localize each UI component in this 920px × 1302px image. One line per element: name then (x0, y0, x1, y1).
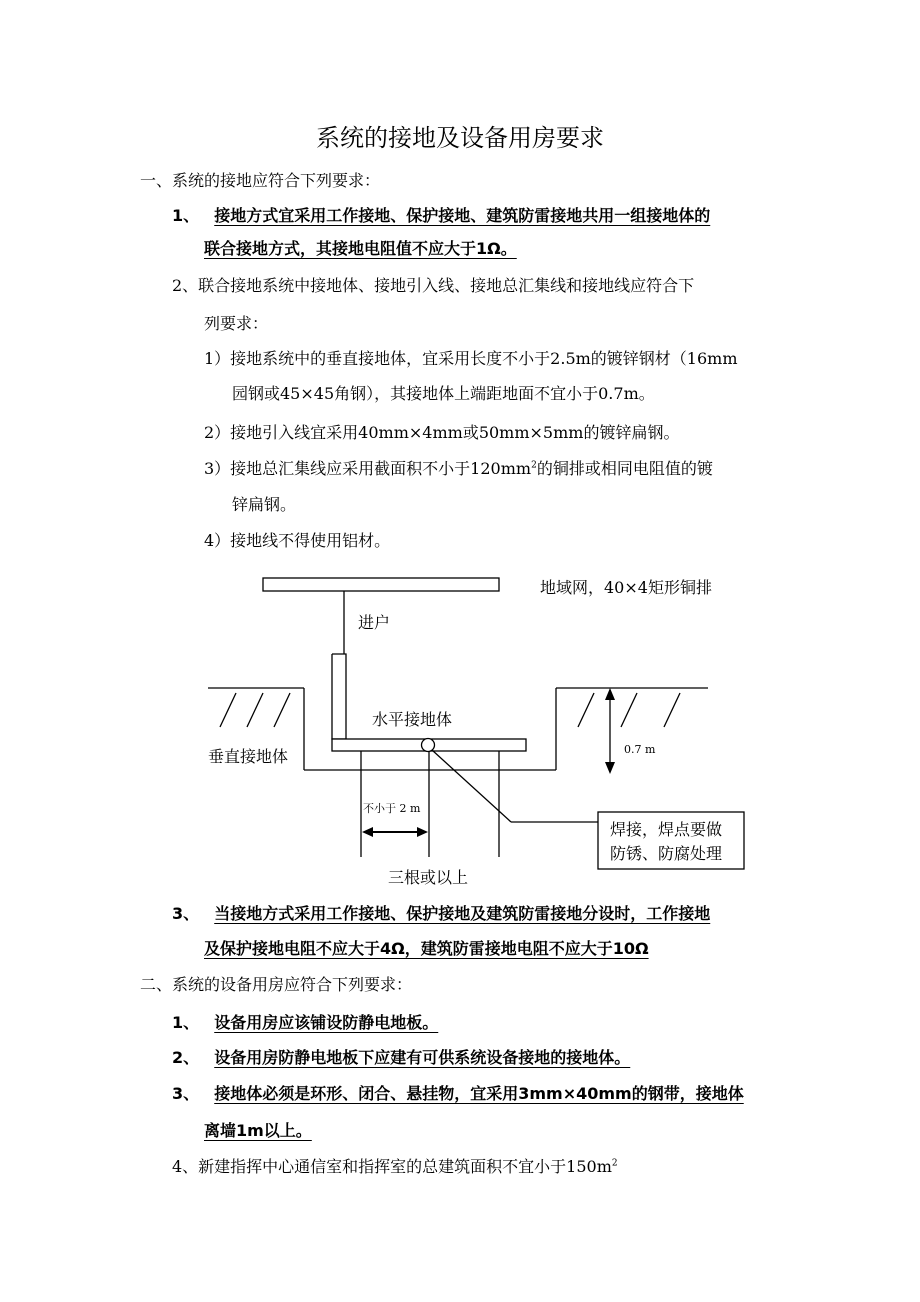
s1-item3-line2: 及保护接地电阻不应大于4Ω，建筑防雷接地电阻不应大于10Ω (204, 939, 649, 958)
s1-sub3-text-a: 3）接地总汇集线应采用截面积不小于120mm (204, 459, 532, 478)
label-vertical: 垂直接地体 (208, 747, 289, 766)
entry-riser (332, 654, 346, 739)
s1-sub1-line2: 园钢或45×45角钢），其接地体上端距地面不宜小于0.7m。 (232, 384, 655, 403)
page-title: 系统的接地及设备用房要求 (316, 124, 604, 152)
s1-item3-num: 3、 (172, 904, 200, 923)
label-count: 三根或以上 (388, 868, 469, 887)
grounding-diagram (0, 560, 920, 900)
s1-item2-line1: 2、联合接地系统中接地体、接地引入线、接地总汇集线和接地线应符合下 (172, 276, 695, 295)
label-grid: 地域网，40×4矩形铜排 (540, 578, 712, 597)
hatch (664, 693, 680, 727)
s1-item1-text1: 接地方式宜采用工作接地、保护接地、建筑防雷接地共用一组接地体的 (214, 206, 711, 225)
s2-item2-text: 设备用房防静电地板下应建有可供系统设备接地的接地体。 (214, 1048, 631, 1067)
label-horizontal: 水平接地体 (372, 710, 453, 729)
s1-sub2: 2）接地引入线宜采用40mm×4mm或50mm×5mm的镀锌扁钢。 (204, 423, 680, 442)
s2-item1-num: 1、 (172, 1013, 200, 1032)
s1-item1-num: 1、 (172, 206, 200, 225)
section1-heading: 一、系统的接地应符合下列要求： (140, 171, 381, 190)
hatch (220, 693, 236, 727)
hatch (621, 693, 637, 727)
s2-item2-num: 2、 (172, 1048, 200, 1067)
s2-item2 (172, 1047, 630, 1069)
spacing-arrow-head-right (417, 827, 428, 837)
s2-item3-num: 3、 (172, 1084, 200, 1103)
s1-sub4: 4）接地线不得使用铝材。 (204, 531, 391, 550)
s1-sub3-text-b: 的铜排或相同电阻值的镀 (536, 459, 713, 478)
label-depth: 0.7 m (624, 743, 656, 756)
hatch (247, 693, 263, 727)
s2-item3-text1: 接地体必须是环形、闭合、悬挂物，宜采用3mm×40mm的钢带，接地体 (214, 1084, 744, 1103)
s2-item4-text: 4、新建指挥中心通信室和指挥室的总建筑面积不宜小于150m (172, 1157, 612, 1176)
s1-item2-line2: 列要求： (204, 314, 269, 333)
depth-arrow-head-up (605, 688, 615, 700)
s1-item1-line1 (172, 205, 710, 227)
s1-item3-text1: 当接地方式采用工作接地、保护接地及建筑防雷接地分设时，工作接地 (214, 904, 711, 923)
section2-heading: 二、系统的设备用房应符合下列要求： (140, 975, 413, 994)
s1-sub3-sup: 2 (531, 460, 537, 471)
s2-item4 (172, 1156, 618, 1178)
depth-arrow-head-down (605, 762, 615, 774)
s1-item1-line2: 联合接地方式，其接地电阻值不应大于1Ω。 (204, 239, 517, 258)
hatch (274, 693, 290, 727)
s1-sub3-line2: 锌扁钢。 (232, 495, 297, 514)
label-entry: 进户 (358, 613, 391, 632)
s1-item3-line1 (172, 903, 710, 925)
weld-point (422, 739, 435, 752)
s2-item3-line1 (172, 1083, 744, 1105)
label-weld-1: 焊接，焊点要做 (610, 820, 723, 839)
hatch (578, 693, 594, 727)
s2-item4-sup: 2 (611, 1158, 618, 1169)
label-weld-2: 防锈、防腐处理 (610, 844, 723, 863)
s2-item1 (172, 1012, 438, 1034)
s1-sub3-line1 (204, 458, 713, 480)
s2-item1-text: 设备用房应该铺设防静电地板。 (214, 1013, 439, 1032)
spacing-arrow-head-left (362, 827, 373, 837)
label-spacing: 不小于 2 m (363, 802, 421, 815)
s2-item3-line2: 离墙1m以上。 (204, 1121, 312, 1140)
s1-sub1-line1: 1）接地系统中的垂直接地体，宜采用长度不小于2.5m的镀锌钢材（16mm (204, 349, 738, 368)
grid-copper-bar (263, 578, 499, 591)
